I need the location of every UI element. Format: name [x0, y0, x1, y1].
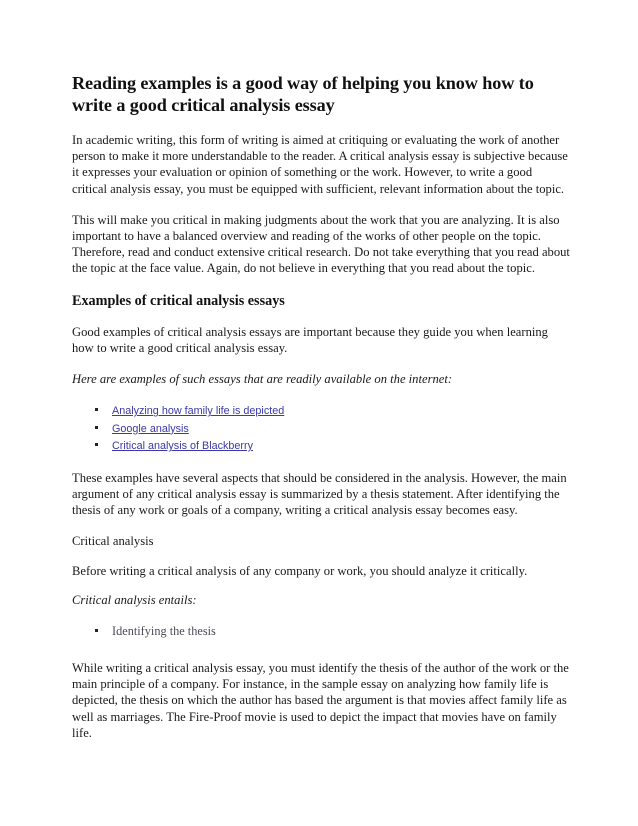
paragraph-closing: While writing a critical analysis essay, you must identify the thesis of the author of the work or the main principle of a company. For instance, in the sample essay on analyzing how family life is depicted, the thesis on which the author has based the argument is that movies affect family life as well as marriages. The Fire-Proof movie is used to depict the impact that movies have on family life.	[72, 660, 569, 740]
link-google-analysis[interactable]: Google analysis	[112, 422, 189, 435]
list-item	[72, 437, 570, 455]
paragraph-examples-intro: Good examples of critical analysis essays are important because they guide you when learning how to write a good critical analysis essay.	[72, 324, 548, 355]
example-links-list	[72, 402, 570, 455]
link-analyzing-family-life[interactable]: Analyzing how family life is depicted	[112, 405, 285, 418]
section-heading-examples: Examples of critical analysis essays	[72, 292, 285, 309]
paragraph-entails-lead-in: Critical analysis entails:	[72, 592, 197, 607]
list-item	[72, 420, 570, 438]
page-title: Reading examples is a good way of helping you know how to write a good critical analysis essay	[72, 73, 534, 115]
entails-item-identifying-thesis: Identifying the thesis	[112, 623, 216, 638]
paragraph-after-links: These examples have several aspects that should be considered in the analysis. However, the main argument of any critical analysis essay is summarized by a thesis statement. After identifying the thesis of any work or goals of a company, writing a critical analysis essay becomes easy.	[72, 470, 567, 518]
list-item	[72, 402, 570, 420]
paragraph-intro-2: This will make you critical in making judgments about the work that you are analyzing. It is also important to have a balanced overview and reading of the works of other people on the topic. Therefore, read and conduct extensive critical research. Do not take everything that you read about the topic at the face value. Again, do not believe in everything that you read about the topic.	[72, 212, 570, 276]
entails-list	[72, 621, 570, 641]
paragraph-critical-analysis-label: Critical analysis	[72, 534, 154, 549]
paragraph-examples-lead-in: Here are examples of such essays that are readily available on the internet:	[72, 372, 453, 387]
link-critical-analysis-blackberry[interactable]: Critical analysis of Blackberry	[112, 440, 254, 453]
paragraph-intro-1: In academic writing, this form of writing is aimed at critiquing or evaluating the work of another person to make it more understandable to the reader. A critical analysis essay is subjective because it expresses your evaluation or opinion of something or the work. However, to write a good critical analysis essay, you must be equipped with sufficient, relevant information about the topic.	[72, 133, 568, 196]
list-item	[72, 621, 570, 641]
paragraph-before-writing: Before writing a critical analysis of any company or work, you should analyze it critically.	[72, 563, 528, 578]
